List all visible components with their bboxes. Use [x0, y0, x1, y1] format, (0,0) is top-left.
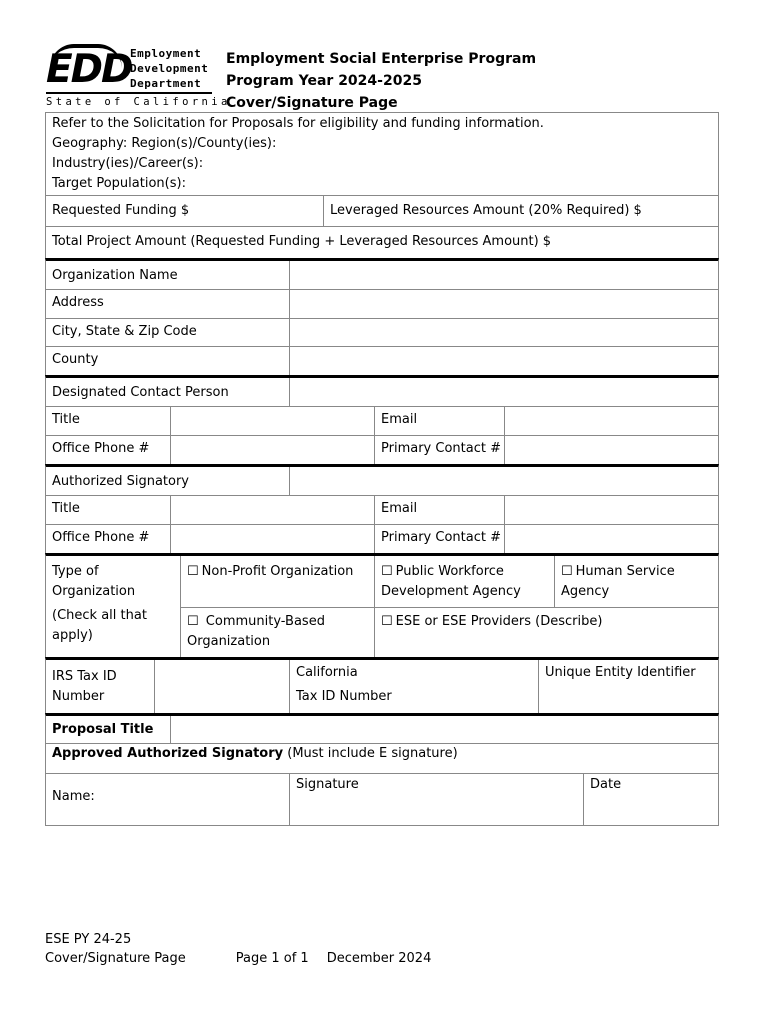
signatory-title-row [45, 495, 719, 524]
total-project-row [45, 226, 719, 258]
checkbox-icon[interactable]: ☐ [187, 564, 199, 579]
contact-primary-contact-label: Primary Contact # [381, 441, 501, 456]
date-field[interactable] [583, 774, 718, 825]
requested-funding-label: Requested Funding $ [52, 203, 190, 218]
california-tax-id-field[interactable] [289, 660, 538, 713]
human-service-label-2: Agency [561, 584, 610, 599]
address-label: Address [52, 295, 104, 310]
signature-field[interactable] [289, 774, 583, 825]
contact-title-row [45, 406, 719, 435]
signatory-primary-contact-label: Primary Contact # [381, 530, 501, 545]
logo-rule [46, 92, 212, 94]
signatory-input[interactable] [289, 467, 718, 495]
signatory-title-input[interactable] [170, 496, 374, 524]
target-population-label: Target Population(s): [52, 176, 186, 191]
approved-signatory-label: Approved Authorized Signatory [52, 746, 284, 761]
option-ese-providers[interactable] [374, 607, 718, 657]
county-row [45, 346, 719, 375]
public-workforce-label-2: Development Agency [381, 584, 521, 599]
signatory-row [45, 464, 719, 495]
leveraged-resources-field[interactable] [323, 196, 718, 226]
organization-name-row [45, 258, 719, 289]
city-row [45, 318, 719, 346]
proposal-title-label: Proposal Title [52, 722, 154, 737]
proposal-title-input[interactable] [170, 716, 718, 743]
address-row [45, 289, 719, 318]
option-nonprofit[interactable] [180, 556, 374, 607]
page-footer [45, 930, 431, 968]
county-input[interactable] [289, 347, 718, 375]
county-label: County [52, 352, 99, 367]
total-project-label: Total Project Amount (Requested Funding + Leveraged Resources Amount) $ [52, 234, 552, 249]
signatory-label: Authorized Signatory [52, 474, 189, 489]
irs-tax-id-label-1: IRS Tax ID [52, 669, 117, 684]
address-input[interactable] [289, 290, 718, 318]
checkbox-icon[interactable]: ☐ [187, 614, 199, 629]
contact-email-input[interactable] [504, 407, 718, 435]
tax-id-row [45, 657, 719, 713]
signatory-office-phone-input[interactable] [170, 525, 374, 553]
contact-person-label: Designated Contact Person [52, 385, 229, 400]
organization-name-label: Organization Name [52, 268, 178, 283]
checkbox-icon[interactable]: ☐ [381, 564, 393, 579]
logo-mark: EDD [46, 47, 132, 92]
footer-form-name: Cover/Signature Page [45, 951, 186, 966]
community-based-label-1: Community-Based [205, 614, 325, 629]
human-service-label-1: Human Service [575, 564, 675, 579]
approved-signatory-note: (Must include E signature) [283, 746, 458, 761]
page-title: Cover/Signature Page [226, 95, 398, 111]
footer-form-id: ESE PY 24-25 [45, 932, 132, 947]
logo-line-2: Development [130, 62, 209, 75]
requested-funding-field[interactable] [46, 196, 323, 226]
leveraged-resources-label: Leveraged Resources Amount (20% Required) $ [330, 203, 642, 218]
organization-type-section [45, 553, 719, 657]
checkbox-icon[interactable]: ☐ [561, 564, 573, 579]
org-type-label-3: (Check all that [52, 608, 147, 623]
organization-name-input[interactable] [289, 261, 718, 289]
contact-email-label: Email [381, 412, 418, 427]
uei-label: Unique Entity Identifier [545, 665, 696, 680]
contact-title-input[interactable] [170, 407, 374, 435]
funding-row [45, 195, 719, 226]
document-title [226, 48, 536, 114]
city-state-zip-input[interactable] [289, 319, 718, 346]
signature-label: Signature [296, 777, 359, 792]
org-type-label-2: Organization [52, 584, 136, 599]
ese-providers-label: ESE or ESE Providers (Describe) [395, 614, 603, 629]
org-type-label-1: Type of [52, 564, 99, 579]
nonprofit-label: Non-Profit Organization [201, 564, 354, 579]
logo-state: State of California [46, 96, 231, 108]
logo-line-3: Department [130, 77, 202, 90]
unique-entity-identifier-field[interactable] [538, 660, 718, 713]
footer-page-number: Page 1 of 1 [235, 951, 309, 966]
program-year: Program Year 2024-2025 [226, 73, 422, 89]
program-title: Employment Social Enterprise Program [226, 51, 537, 67]
industry-label: Industry(ies)/Career(s): [52, 156, 204, 171]
signatory-office-phone-label: Office Phone # [52, 530, 150, 545]
edd-logo [46, 44, 231, 110]
date-label: Date [590, 777, 622, 792]
intro-section [45, 112, 719, 195]
logo-wordmark [130, 46, 212, 91]
signatory-email-label: Email [381, 501, 418, 516]
contact-office-phone-label: Office Phone # [52, 441, 150, 456]
total-project-field[interactable] [46, 227, 718, 258]
irs-tax-id-input[interactable] [154, 660, 289, 713]
option-community-based[interactable] [180, 607, 374, 657]
cover-signature-form [45, 112, 719, 826]
checkbox-icon[interactable]: ☐ [381, 614, 393, 629]
signatory-email-input[interactable] [504, 496, 718, 524]
proposal-title-row [45, 713, 719, 743]
contact-person-row [45, 375, 719, 406]
irs-tax-id-label-2: Number [52, 689, 105, 704]
public-workforce-label-1: Public Workforce [395, 564, 504, 579]
community-based-label-2: Organization [187, 634, 271, 649]
option-human-service[interactable] [554, 556, 718, 607]
contact-phone-row [45, 435, 719, 464]
option-public-workforce[interactable] [374, 556, 554, 607]
contact-office-phone-input[interactable] [170, 436, 374, 464]
contact-primary-contact-input[interactable] [504, 436, 718, 464]
signature-row [45, 773, 719, 826]
intro-note: Refer to the Solicitation for Proposals for eligibility and funding information. [52, 116, 544, 131]
name-label: Name: [52, 789, 95, 804]
city-state-zip-label: City, State & Zip Code [52, 324, 197, 339]
footer-date: December 2024 [326, 951, 432, 966]
name-field[interactable] [46, 774, 289, 825]
logo-line-1: Employment [130, 47, 202, 60]
signatory-phone-row [45, 524, 719, 553]
ca-tax-id-label-2: Tax ID Number [296, 689, 392, 704]
org-type-label-4: apply) [52, 628, 93, 643]
approved-signatory-row [45, 743, 719, 773]
geography-label: Geography: Region(s)/County(ies): [52, 136, 277, 151]
ca-tax-id-label-1: California [296, 665, 358, 680]
signatory-primary-contact-input[interactable] [504, 525, 718, 553]
contact-person-input[interactable] [289, 378, 718, 406]
contact-title-label: Title [52, 412, 80, 427]
signatory-title-label: Title [52, 501, 80, 516]
